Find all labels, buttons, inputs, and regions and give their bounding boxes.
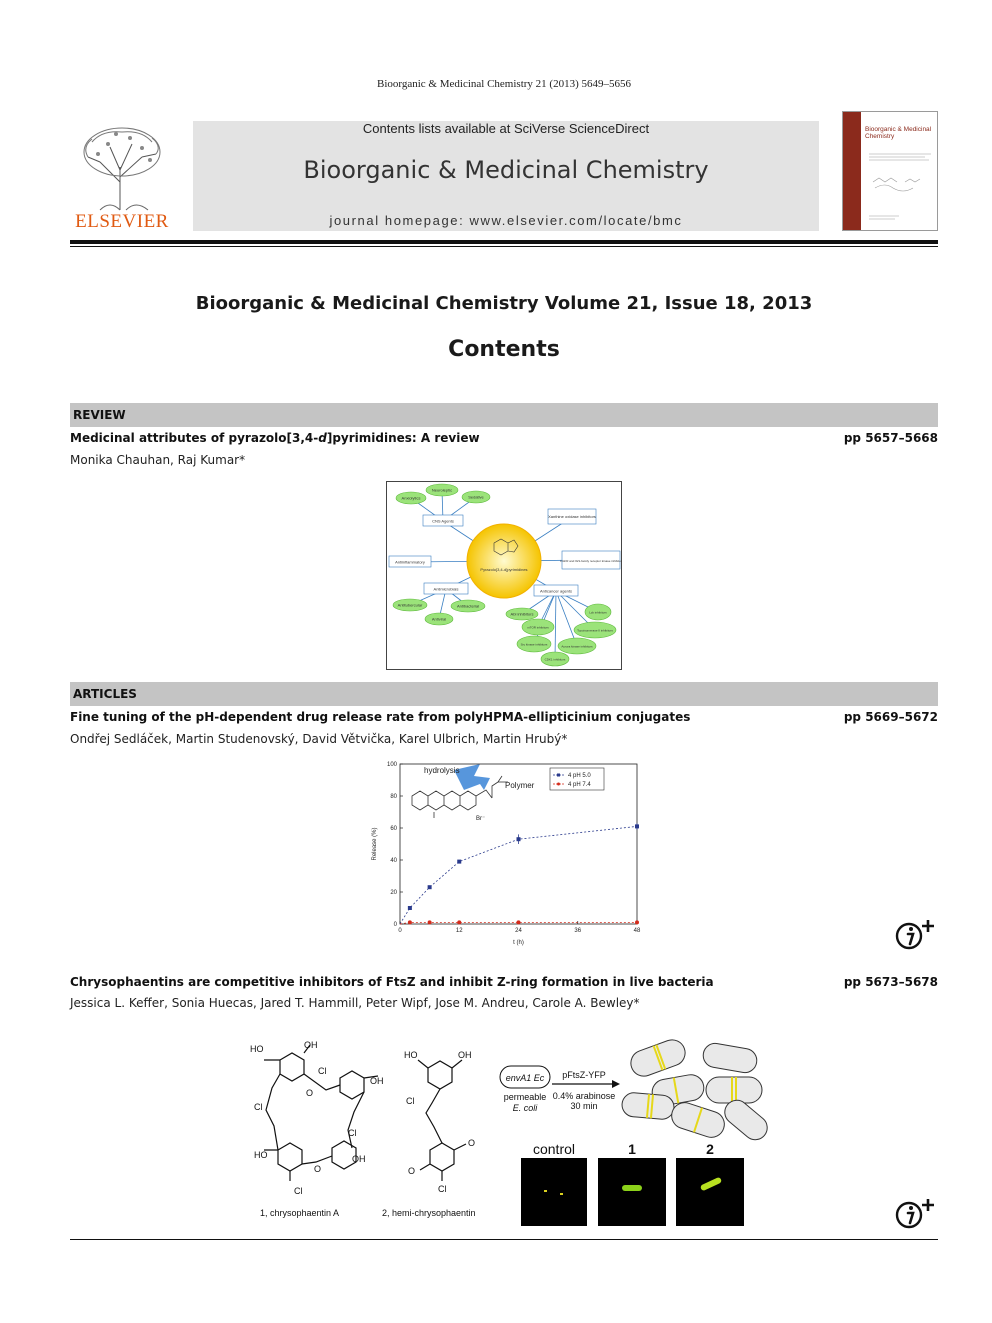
data-point bbox=[408, 920, 412, 924]
article-title-italic: d bbox=[318, 431, 327, 445]
atom-label: Cl bbox=[406, 1096, 415, 1106]
microscopy-panel-2 bbox=[676, 1158, 744, 1226]
article-title-link[interactable]: Fine tuning of the pH-dependent drug release rate from polyHPMA-ellipticinium conjugates bbox=[70, 710, 691, 724]
legend-marker bbox=[557, 783, 560, 786]
data-point bbox=[635, 824, 639, 828]
strain-descriptor: permeable bbox=[503, 1092, 547, 1102]
atom-label: Cl bbox=[294, 1186, 303, 1196]
leaf-label: Abl inhibitors bbox=[510, 611, 534, 617]
leaf-label: Lck inhibitors bbox=[589, 610, 607, 615]
induction-time: 30 min bbox=[570, 1101, 598, 1111]
x-tick-label: 24 bbox=[515, 928, 522, 934]
panel-label-2: 2 bbox=[706, 1141, 714, 1157]
article-pages: pp 5673–5678 bbox=[843, 975, 938, 989]
atom-label: OH bbox=[370, 1076, 384, 1086]
compound-2-structure bbox=[418, 1060, 466, 1181]
data-point bbox=[517, 837, 521, 841]
data-point bbox=[428, 885, 432, 889]
review-graphical-abstract bbox=[386, 481, 622, 670]
article-authors: Monika Chauhan, Raj Kumar* bbox=[70, 453, 246, 467]
bacteria-cells bbox=[621, 1036, 772, 1144]
annotation-counterion: Br⁻ bbox=[476, 816, 486, 822]
legend-marker bbox=[557, 774, 560, 777]
article-title-link[interactable] bbox=[70, 431, 480, 445]
atom-label: Cl bbox=[348, 1128, 357, 1138]
chart-structure-inset bbox=[412, 776, 508, 818]
cover-title: Bioorganic & Medicinal Chemistry bbox=[865, 126, 932, 140]
node-label: Anticancer agents bbox=[539, 588, 573, 594]
atom-label: HO bbox=[250, 1044, 264, 1054]
legend-label: 4 pH 5.0 bbox=[568, 773, 591, 779]
chart-marks bbox=[400, 823, 639, 924]
article-authors: Jessica L. Keffer, Sonia Huecas, Jared T. Hammill, Peter Wipf, Jose M. Andreu, Carole A. Bewley* bbox=[70, 996, 640, 1010]
annotation-hydrolysis: hydrolysis bbox=[424, 766, 460, 775]
contents-available-text: Contents lists available at SciVerse ScienceDirect bbox=[362, 121, 650, 136]
data-point bbox=[517, 920, 521, 924]
plasmid-label: pFtsZ-YFP bbox=[562, 1070, 606, 1080]
leaf-label: Src kinase inhibitors bbox=[520, 642, 548, 647]
annotation-polymer: Polymer bbox=[505, 781, 535, 790]
running-head: Bioorganic & Medicinal Chemistry 21 (2013) 5649–5656 bbox=[377, 78, 631, 90]
atom-label: OH bbox=[458, 1050, 472, 1060]
article-pages: pp 5669–5672 bbox=[843, 710, 938, 724]
data-point bbox=[428, 920, 432, 924]
y-tick-label: 80 bbox=[390, 794, 397, 800]
node-label: Antiinflammatory bbox=[395, 559, 425, 565]
y-tick-label: 20 bbox=[390, 890, 397, 896]
journal-homepage-link[interactable]: journal homepage: www.elsevier.com/locate/bmc bbox=[329, 213, 683, 228]
article-title-part: Medicinal attributes of pyrazolo[3,4- bbox=[70, 431, 319, 445]
y-tick-label: 100 bbox=[386, 762, 397, 768]
node-label: Xanthine oxidase inhibitors bbox=[548, 514, 596, 519]
cover-strip bbox=[843, 112, 861, 230]
leaf-label: Antitubercular bbox=[397, 602, 423, 608]
leaf-label: Neuroleptic bbox=[431, 487, 453, 493]
x-tick-label: 0 bbox=[398, 928, 402, 934]
volume-title: Bioorganic & Medicinal Chemistry Volume 21, Issue 18, 2013 bbox=[195, 293, 813, 314]
section-header-review bbox=[70, 403, 938, 427]
y-axis-label: Release (%) bbox=[372, 827, 378, 861]
contents-title: Contents bbox=[448, 337, 560, 362]
journal-cover-thumbnail bbox=[842, 111, 938, 231]
atom-label: HO bbox=[404, 1050, 418, 1060]
atom-label: Cl bbox=[254, 1102, 263, 1112]
header-rule-thin bbox=[70, 246, 938, 247]
data-point bbox=[457, 860, 461, 864]
atom-label: O bbox=[306, 1088, 314, 1098]
data-point bbox=[457, 920, 461, 924]
leaf-label: Antiviral bbox=[431, 616, 447, 622]
x-tick-label: 36 bbox=[574, 928, 582, 934]
y-tick-label: 40 bbox=[390, 858, 397, 864]
arrow-head-icon bbox=[612, 1080, 620, 1088]
node-label: CNS Agents bbox=[432, 518, 454, 524]
center-node bbox=[467, 524, 541, 598]
atom-label: Cl bbox=[318, 1066, 327, 1076]
y-tick-label: 0 bbox=[393, 922, 397, 928]
leaf-label: Anxiolytics bbox=[401, 495, 421, 501]
info-plus-icon[interactable] bbox=[894, 918, 936, 952]
cover-art-icon bbox=[865, 152, 935, 222]
strain-name: envA1 Ec bbox=[505, 1073, 545, 1083]
section-header-articles bbox=[70, 682, 938, 706]
data-point bbox=[635, 920, 639, 924]
node-label: FGFR and IGS-family receptor kinase inhibitor bbox=[560, 559, 622, 563]
article-pages: pp 5657–5668 bbox=[843, 431, 938, 445]
compound-2-caption: 2, hemi-chrysophaentin bbox=[382, 1208, 476, 1218]
elsevier-wordmark: ELSEVIER bbox=[75, 211, 169, 232]
chart-legend bbox=[550, 768, 604, 790]
article-authors: Ondřej Sedláček, Martin Studenovský, David Větvička, Karel Ulbrich, Martin Hrubý* bbox=[70, 732, 568, 746]
leaf-label: Aurora kinase inhibitors bbox=[561, 644, 593, 649]
atom-label: HO bbox=[254, 1150, 268, 1160]
microscopy-panel-1 bbox=[598, 1158, 666, 1226]
leaf-label: Sedative bbox=[468, 494, 484, 500]
x-axis-label: t (h) bbox=[513, 940, 524, 946]
panel-label-1: 1 bbox=[628, 1141, 636, 1157]
journal-name: Bioorganic & Medicinal Chemistry bbox=[303, 156, 709, 184]
atom-label: OH bbox=[352, 1154, 366, 1164]
atom-label: Cl bbox=[438, 1184, 447, 1194]
data-point bbox=[408, 906, 412, 910]
strain-species: E. coli bbox=[512, 1103, 538, 1113]
atom-label: OH bbox=[304, 1040, 318, 1050]
bottom-rule bbox=[70, 1239, 938, 1240]
article-title-part: ]pyrimidines: A review bbox=[326, 431, 480, 445]
node-label: Antimicrobials bbox=[433, 586, 459, 592]
header-rule-thick bbox=[70, 240, 938, 244]
panel-label-control: control bbox=[532, 1141, 576, 1157]
info-plus-icon[interactable] bbox=[894, 1197, 936, 1231]
leaf-label: Topoisomerase II inhibitors bbox=[577, 628, 613, 633]
leaf-label: Antibacterial bbox=[456, 603, 480, 609]
leaf-label: CDK1 inhibitors bbox=[544, 657, 566, 662]
legend-label: 4 pH 7.4 bbox=[568, 782, 591, 788]
article-title-link[interactable]: Chrysophaentins are competitive inhibitors of FtsZ and inhibit Z-ring formation in live bacteria bbox=[70, 975, 714, 989]
x-tick-label: 48 bbox=[633, 928, 641, 934]
section-label: ARTICLES bbox=[73, 687, 137, 701]
leaf-label: mTOR inhibitors bbox=[527, 625, 549, 630]
section-label: REVIEW bbox=[73, 408, 126, 422]
chrysophaentin-graphical-abstract bbox=[240, 1038, 780, 1230]
atom-label: O bbox=[408, 1166, 416, 1176]
atom-label: O bbox=[468, 1138, 476, 1148]
y-tick-label: 60 bbox=[390, 826, 397, 832]
center-label: Pyrazolo[3,4-d]pyrimidines bbox=[480, 567, 528, 572]
compound-1-caption: 1, chrysophaentin A bbox=[260, 1208, 340, 1218]
x-tick-label: 12 bbox=[455, 928, 463, 934]
release-chart bbox=[360, 756, 650, 956]
microscopy-panel-control bbox=[521, 1158, 587, 1226]
induction-conditions: 0.4% arabinose bbox=[552, 1091, 616, 1101]
atom-label: O bbox=[314, 1164, 322, 1174]
